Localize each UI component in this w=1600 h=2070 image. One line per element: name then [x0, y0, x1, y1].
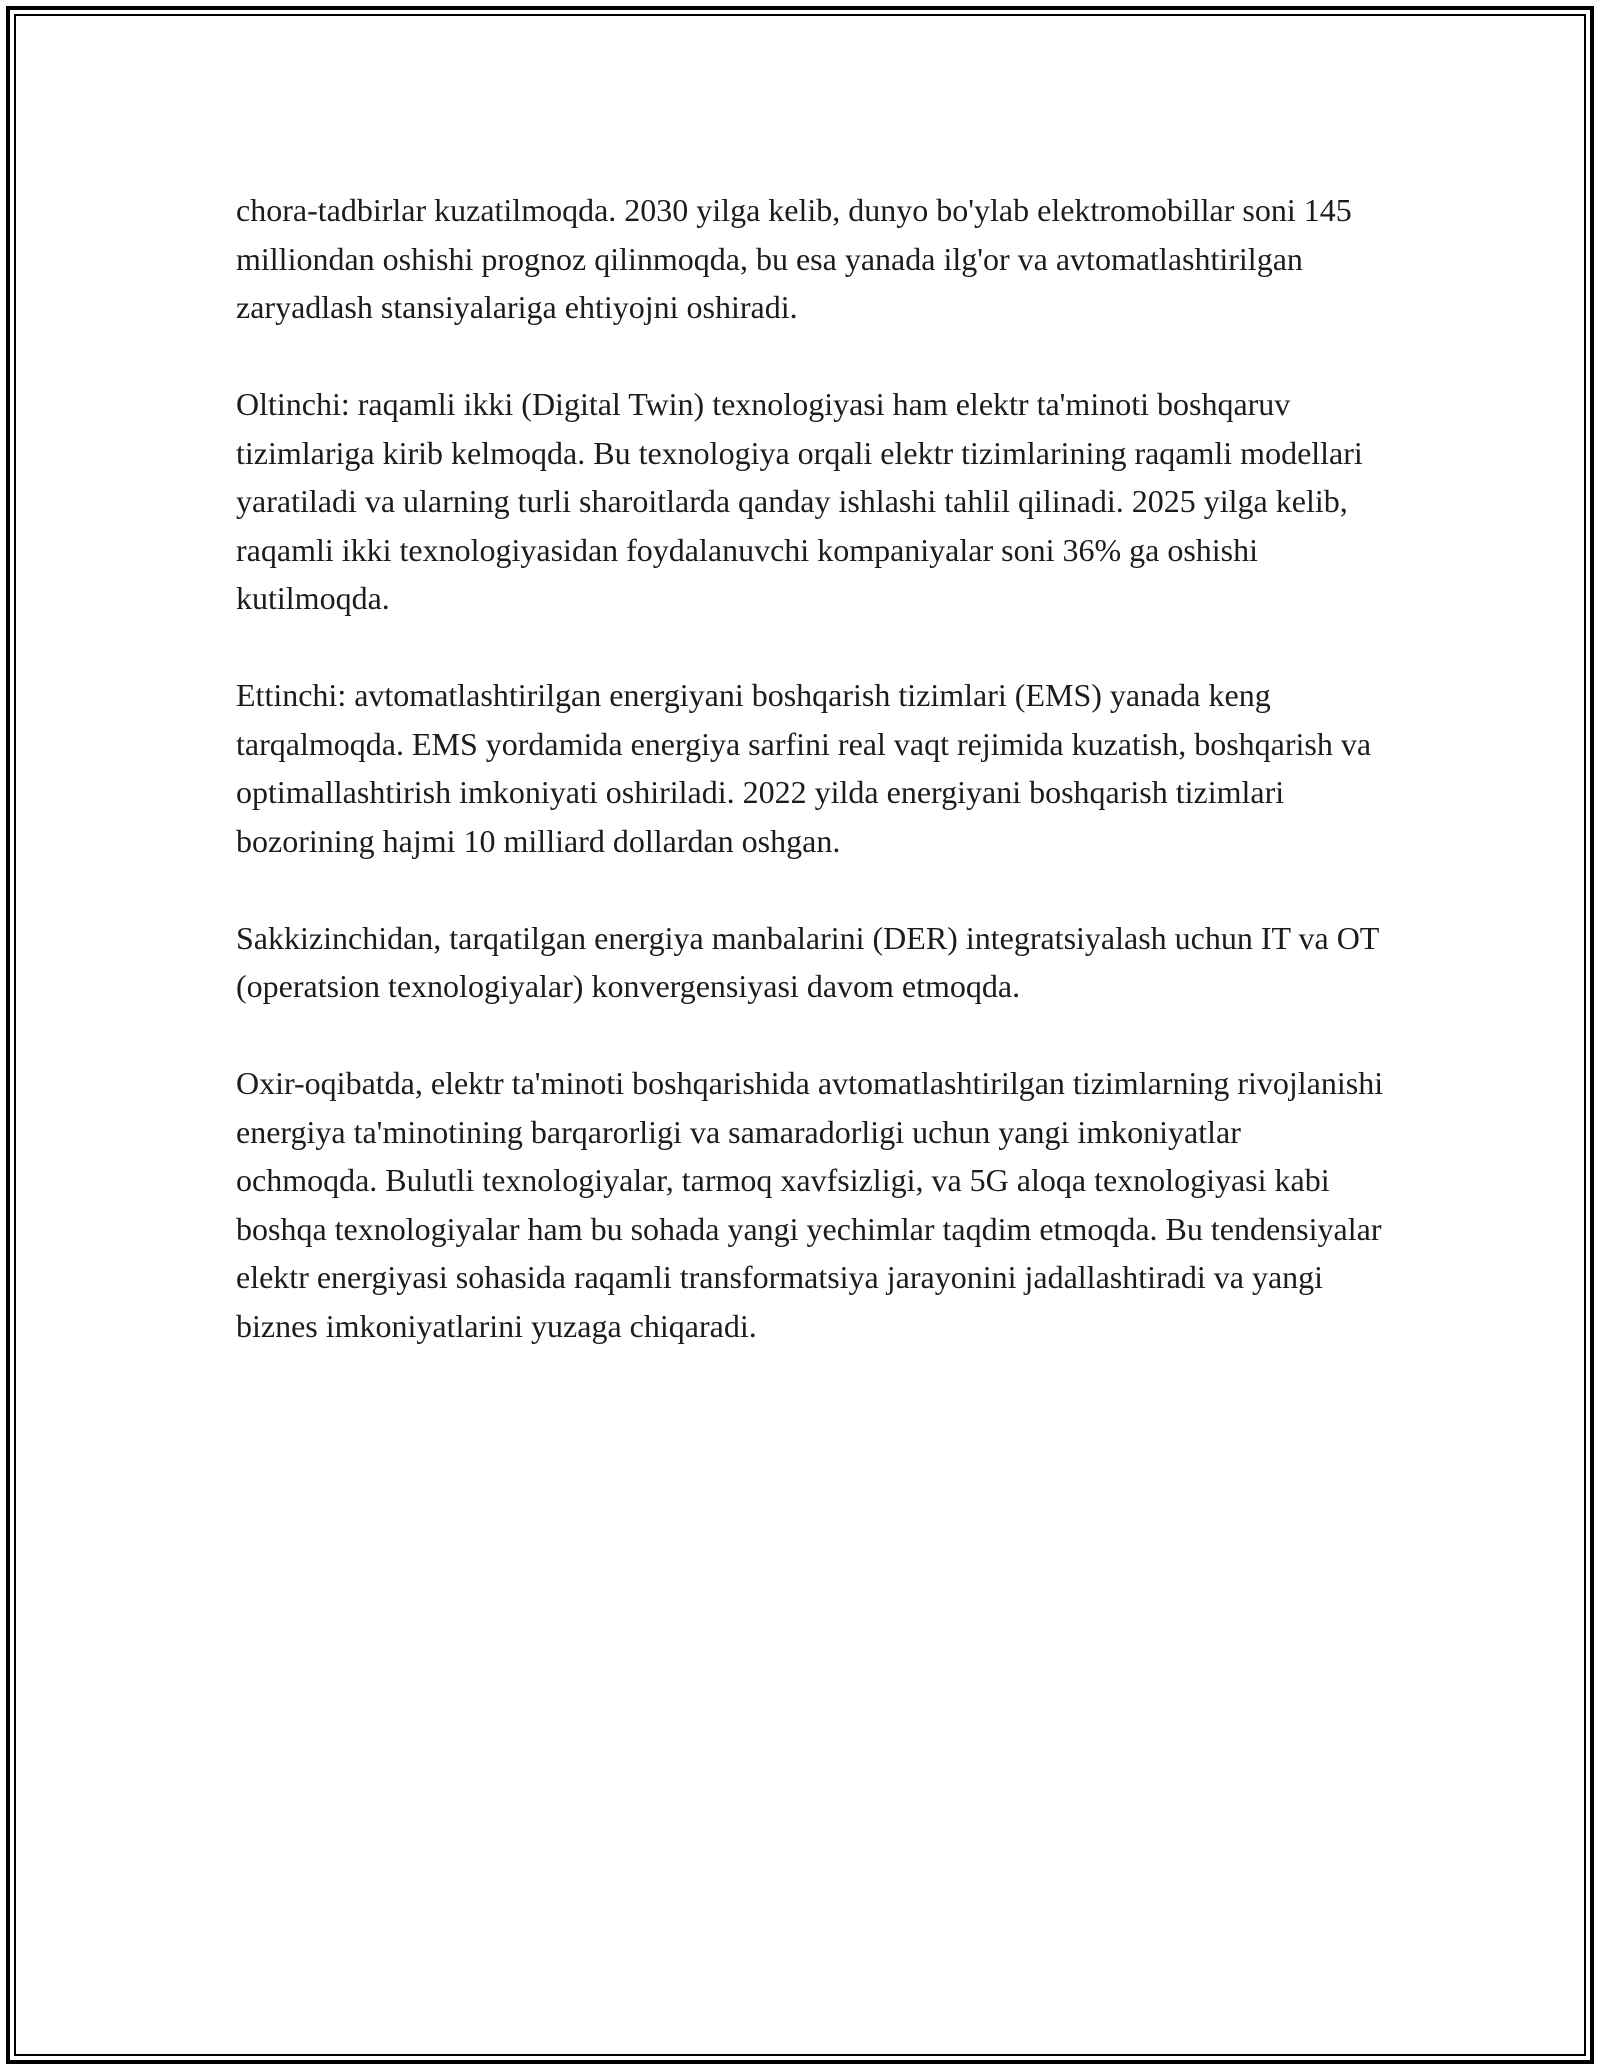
paragraph-digital-twin: Oltinchi: raqamli ikki (Digital Twin) texnologiyasi ham elektr ta'minoti boshqaruv tizimlariga kirib kelmoqda. Bu texnologiya orqali elektr tizimlarining raqamli modellari yaratiladi va ularning turli sharoitlarda qanday ishlashi tahlil qilinadi. 2025 yilga kelib, raqamli ikki texnologiyasidan foydalanuvchi kompaniyalar soni 36% ga oshishi kutilmoqda.	[236, 386, 1363, 616]
paragraph-ems: Ettinchi: avtomatlashtirilgan energiyani boshqarish tizimlari (EMS) yanada keng tarqalmoqda. EMS yordamida energiya sarfini real vaqt rejimida kuzatish, boshqarish va optimallashtirish imkoniyati oshiriladi. 2022 yilda energiyani boshqarish tizimlari bozorining hajmi 10 milliard dollardan oshgan.	[236, 677, 1372, 859]
document-body	[236, 186, 1386, 1399]
paragraph-der-integration: Sakkizinchidan, tarqatilgan energiya manbalarini (DER) integratsiyalash uchun IT va OT (operatsion texnologiyalar) konvergensiyasi davom etmoqda.	[236, 919, 1379, 1004]
paragraph-ev-charging: chora-tadbirlar kuzatilmoqda. 2030 yilga kelib, dunyo bo'ylab elektromobillar soni 145 milliondan oshishi prognoz qilinmoqda, bu esa yanada ilg'or va avtomatlashtirilgan zaryadlash stansiyalariga ehtiyojni oshiradi.	[236, 192, 1352, 325]
paragraph-conclusion: Oxir-oqibatda, elektr ta'minoti boshqarishida avtomatlashtirilgan tizimlarning rivojlanishi energiya ta'minotining barqarorligi va samaradorligi uchun yangi imkoniyatlar ochmoqda. Bulutli texnologiyalar, tarmoq xavfsizligi, va 5G aloqa texnologiyasi kabi boshqa texnologiyalar ham bu sohada yangi yechimlar taqdim etmoqda. Bu tendensiyalar elektr energiyasi sohasida raqamli transformatsiya jarayonini jadallashtiradi va yangi biznes imkoniyatlarini yuzaga chiqaradi.	[236, 1065, 1384, 1344]
